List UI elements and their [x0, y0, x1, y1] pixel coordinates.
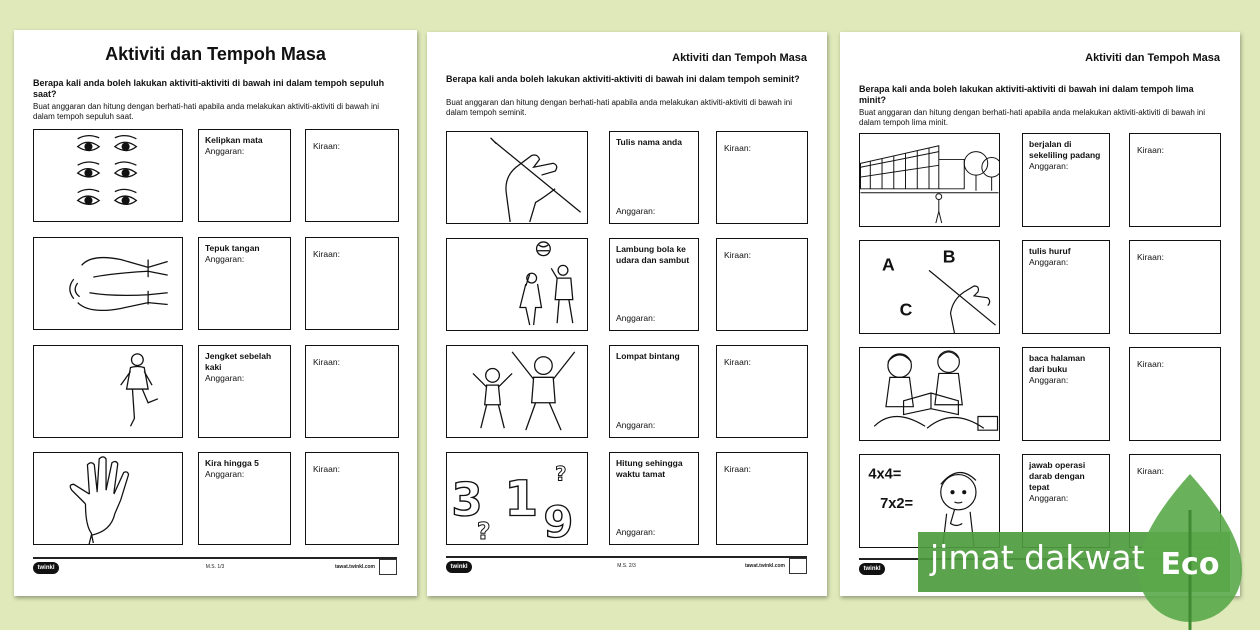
seal-icon — [789, 558, 807, 574]
worksheet-page-2 — [427, 32, 827, 596]
count-label: Kiraan: — [1137, 359, 1164, 369]
writing-letters-illustration — [859, 240, 1000, 334]
count-label: Kiraan: — [313, 464, 340, 474]
activity-label: Lambung bola ke udara dan sambut — [616, 244, 690, 265]
estimate-label: Anggaran: — [1029, 493, 1069, 503]
letter-b: B — [942, 246, 956, 267]
maths-sum-1: 4x4= — [868, 466, 902, 483]
page-number: M.S. 1/3 — [205, 564, 225, 570]
estimate-label: Anggaran: — [205, 469, 245, 479]
count-box[interactable] — [1129, 347, 1221, 441]
count-box[interactable] — [305, 237, 399, 330]
school-field-illustration — [859, 133, 1000, 227]
question: Berapa kali anda boleh lakukan aktiviti-aktiviti di bawah ini dalam tempoh seminit? — [446, 74, 800, 84]
count-label: Kiraan: — [724, 464, 751, 474]
instruction: Buat anggaran dan hitung dengan berhati-hati apabila anda melakukan aktiviti-aktiviti di bawah ini dalam tempoh sepuluh saat. — [33, 102, 380, 121]
svg-text:?: ? — [476, 517, 491, 544]
estimate-label: Anggaran: — [616, 313, 656, 323]
numbers-illustration — [446, 452, 588, 545]
estimate-label: Anggaran: — [1029, 375, 1069, 385]
clapping-hands-illustration — [33, 237, 183, 330]
activity-box — [609, 452, 699, 545]
twinkl-logo: twinkl — [33, 562, 59, 574]
worksheet-page-1 — [14, 30, 417, 596]
letter-c: C — [899, 299, 913, 320]
maths-sum-2: 7x2= — [880, 495, 914, 512]
estimate-label: Anggaran: — [205, 146, 245, 156]
activity-box — [609, 345, 699, 438]
number-9: 9 — [543, 498, 574, 544]
count-box[interactable] — [1129, 240, 1221, 334]
activity-label: Kelipkan mata — [205, 135, 263, 145]
activity-label: Jengket sebelah kaki — [205, 351, 272, 372]
activity-box — [1022, 133, 1110, 227]
page-title: Aktiviti dan Tempoh Masa — [1085, 52, 1220, 64]
page-footer — [446, 561, 807, 577]
activity-box — [198, 237, 291, 330]
activity-label: Kira hingga 5 — [205, 458, 259, 468]
estimate-label: Anggaran: — [205, 254, 245, 264]
count-label: Kiraan: — [1137, 252, 1164, 262]
count-label: Kiraan: — [1137, 145, 1164, 155]
count-label: Kiraan: — [313, 357, 340, 367]
activity-label: jawab operasi darab dengan tepat — [1029, 460, 1086, 492]
count-box[interactable] — [305, 452, 399, 545]
activity-box — [609, 131, 699, 224]
open-hand-illustration — [33, 452, 183, 545]
count-box[interactable] — [305, 345, 399, 438]
svg-text:?: ? — [555, 462, 567, 486]
activity-box — [198, 129, 291, 222]
activity-label: Tulis nama anda — [616, 137, 682, 147]
activity-label: Lompat bintang — [616, 351, 680, 361]
footer-divider — [446, 556, 807, 558]
estimate-label: Anggaran: — [616, 527, 656, 537]
count-box[interactable] — [305, 129, 399, 222]
activity-label: berjalan di sekeliling padang — [1029, 139, 1101, 160]
count-box[interactable] — [716, 452, 808, 545]
activity-box — [609, 238, 699, 331]
eco-watermark-text: jimat dakwat — [930, 538, 1145, 577]
letter-a: A — [882, 254, 895, 275]
activity-box — [198, 452, 291, 545]
count-label: Kiraan: — [1137, 466, 1164, 476]
footer-divider — [33, 557, 397, 559]
site-link: tawat.twinkl.com — [334, 564, 375, 570]
question: Berapa kali anda boleh lakukan aktiviti-aktiviti di bawah ini dalam tempoh sepuluh saat? — [33, 78, 385, 99]
question: Berapa kali anda boleh lakukan aktiviti-aktiviti di bawah ini dalam tempoh lima minit? — [859, 84, 1194, 105]
star-jump-illustration — [446, 345, 588, 438]
twinkl-logo: twinkl — [446, 561, 472, 573]
page-title: Aktiviti dan Tempoh Masa — [105, 44, 326, 64]
count-box[interactable] — [716, 131, 808, 224]
seal-icon — [379, 559, 397, 575]
estimate-label: Anggaran: — [616, 206, 656, 216]
estimate-label: Anggaran: — [616, 420, 656, 430]
eco-badge: Eco — [1160, 547, 1220, 582]
estimate-label: Anggaran: — [1029, 257, 1069, 267]
count-label: Kiraan: — [724, 143, 751, 153]
count-label: Kiraan: — [724, 357, 751, 367]
activity-box — [1022, 347, 1110, 441]
activity-label: Hitung sehingga waktu tamat — [616, 458, 683, 479]
activity-label: Tepuk tangan — [205, 243, 260, 253]
page-title: Aktiviti dan Tempoh Masa — [672, 52, 807, 64]
page-number: M.S. 2/3 — [617, 563, 636, 569]
twinkl-logo: twinkl — [859, 563, 885, 575]
instruction: Buat anggaran dan hitung dengan berhati-hati apabila anda melakukan aktiviti-aktiviti di bawah ini dalam tempoh lima minit. — [859, 108, 1206, 127]
page-footer — [33, 562, 397, 578]
activity-box — [198, 345, 291, 438]
hopping-girl-illustration — [33, 345, 183, 438]
count-label: Kiraan: — [313, 141, 340, 151]
count-label: Kiraan: — [724, 250, 751, 260]
count-box[interactable] — [716, 345, 808, 438]
number-1: 1 — [504, 470, 539, 528]
children-reading-illustration — [859, 347, 1000, 441]
count-box[interactable] — [716, 238, 808, 331]
site-link: tawat.twinkl.com — [744, 563, 785, 569]
count-box[interactable] — [1129, 133, 1221, 227]
activity-label: baca halaman dari buku — [1029, 353, 1086, 374]
instruction: Buat anggaran dan hitung dengan berhati-hati apabila anda melakukan aktiviti-aktiviti di bawah ini dalam tempoh seminit. — [446, 98, 793, 117]
number-3: 3 — [451, 473, 483, 527]
count-label: Kiraan: — [313, 249, 340, 259]
activity-box — [1022, 240, 1110, 334]
estimate-label: Anggaran: — [205, 373, 245, 383]
children-ball-illustration — [446, 238, 588, 331]
estimate-label: Anggaran: — [1029, 161, 1069, 171]
blinking-eyes-illustration — [33, 129, 183, 222]
hand-writing-illustration — [446, 131, 588, 224]
activity-label: tulis huruf — [1029, 246, 1071, 256]
